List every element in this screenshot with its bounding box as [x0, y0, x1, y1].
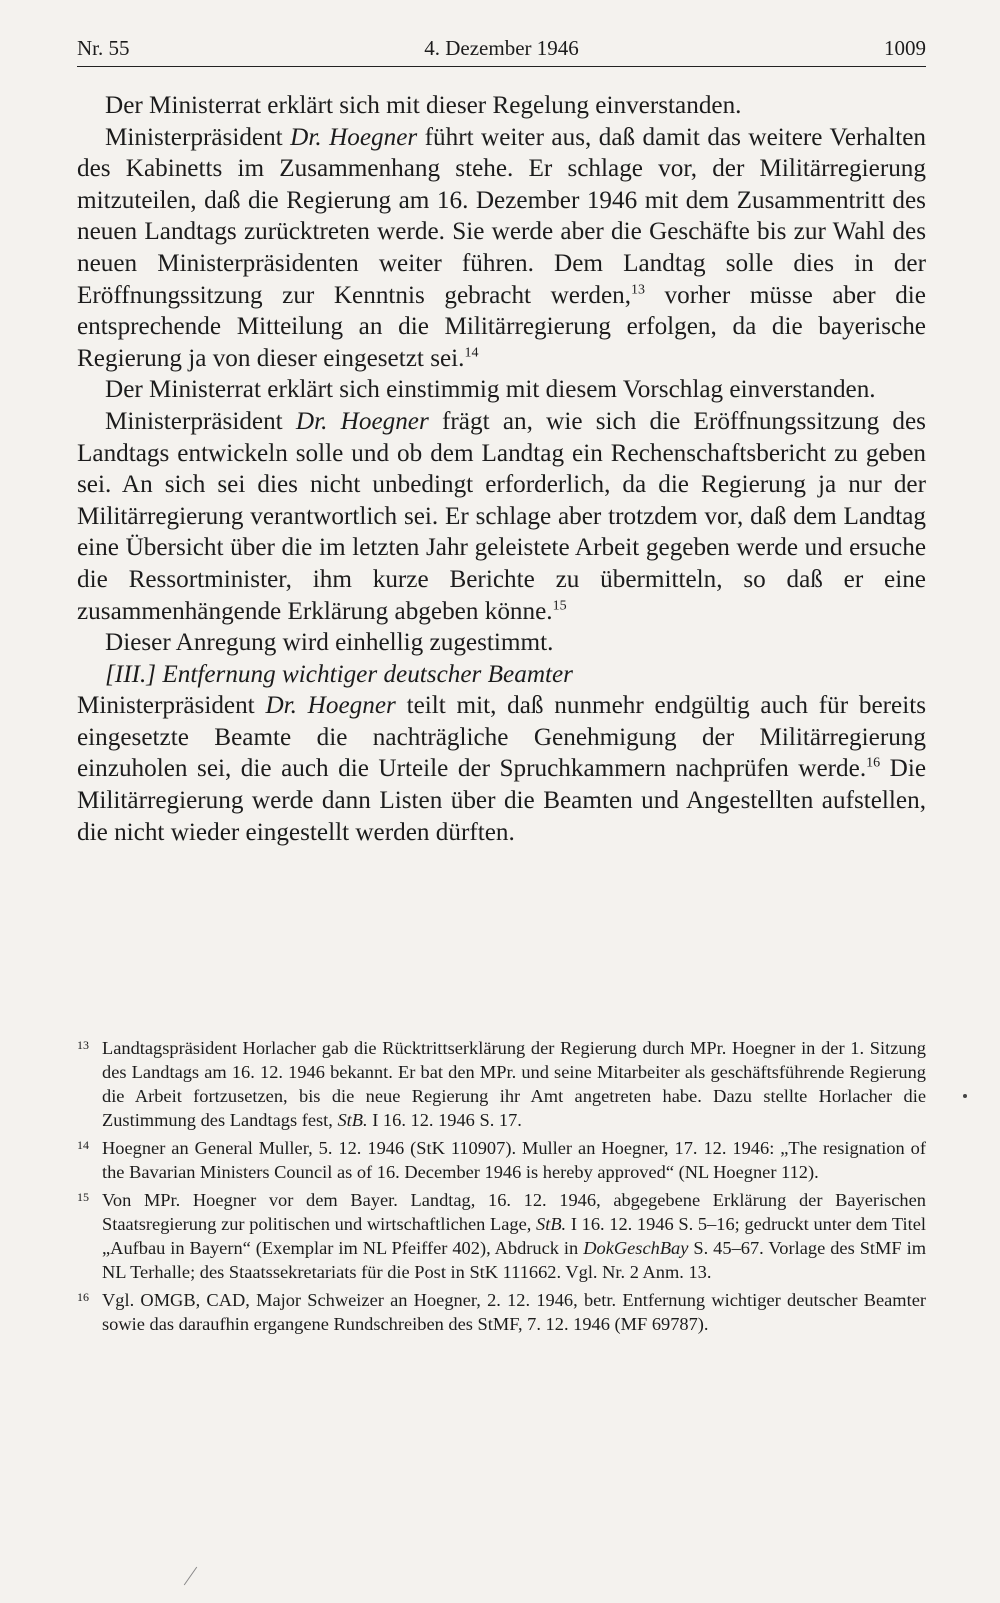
section-number: [III.] — [105, 660, 157, 688]
paragraph: Ministerpräsident Dr. Hoegner frägt an, wie sich die Eröffnungssitzung des Landtags entwickeln solle und ob dem Landtag ein Rechenschaftsbericht zu geben sei. An sich sei dies nicht unbedingt erforderlich, da die Regierung ja nur der Militärregierung verantwortlich sei. Er schlage aber trotzdem vor, daß dem Landtag eine Übersicht über die im letzten Jahr geleistete Arbeit gegeben werde und ersuche die Ressortminister, ihm kurze Berichte zu übermitteln, so daß er eine zusammenhängende Erklärung abgeben könne.$^{15}$ — [77, 407, 926, 625]
footnote: 15 Von MPr. Hoegner vor dem Bayer. Landtag, 16. 12. 1946, abgegebene Erklärung der Bayerischen Staatsregierung zur politischen und wirtschaftlichen Lage, StB. I 16. 12. 1946 S. 5–16; gedruckt unter dem Titel „Aufbau in Bayern“ (Exemplar im NL Pfeiffer 402), Abdruck in DokGeschBay S. 45–67. Vorlage des StMF im NL Terhalle; des Staatssekretariats für die Post in StK 111662. Vgl. Nr. 2 Anm. 13. — [77, 1188, 926, 1284]
header-rule — [77, 66, 926, 67]
footnote-ref: 13 — [631, 282, 646, 298]
paragraph: Ministerpräsident Dr. Hoegner führt weiter aus, daß damit das weitere Verhalten des Kabinetts im Zusammenhang stehe. Er schlage vor, der Militärregierung mitzuteilen, daß die Regierung am 16. Dezember 1946 mit dem Zusammentritt des neuen Landtags zurücktreten werde. Sie werde aber die Geschäfte bis zur Wahl des neuen Ministerpräsidenten weiter führen. Dem Landtag solle dies in der Eröffnungssitzung zur Kenntnis gebracht werden,$^{13}$ vorher müsse aber die entsprechende Mitteilung an die Militärregierung erfolgen, da die bayerische Regierung ja von dieser eingesetzt sei.$^{14}$ — [77, 123, 926, 372]
footnote-number: 15 — [77, 1190, 89, 1204]
person-name: Dr. Hoegner — [290, 123, 418, 151]
section-heading — [77, 659, 926, 691]
scan-mark — [184, 1567, 197, 1586]
footnote: 16 Vgl. OMGB, CAD, Major Schweizer an Hoegner, 2. 12. 1946, betr. Entfernung wichtiger deutscher Beamter sowie das daraufhin ergangene Rundschreiben des StMF, 7. 12. 1946 (MF 69787). — [77, 1288, 926, 1336]
running-header — [77, 33, 926, 63]
footnotes — [77, 1036, 926, 1340]
section-title: Entfernung wichtiger deutscher Beamter — [162, 660, 573, 688]
person-name: Dr. Hoegner — [265, 692, 396, 720]
footnote-number: 16 — [77, 1290, 89, 1304]
footnote-ref: 16 — [866, 756, 881, 772]
paragraph: Ministerpräsident Dr. Hoegner teilt mit, daß nunmehr endgültig auch für bereits eingesetzte Beamte die nachträgliche Genehmigung der Militärregierung einzuholen sei, die auch die Urteile der Spruchkammern nachprüfen werde.$^{16}$ Die Militärregierung werde dann Listen über die Beamten und Angestellten aufstellen, die nicht wieder eingestellt werden dürften. — [77, 692, 926, 846]
paragraph: Dieser Anregung wird einhellig zugestimmt. — [105, 629, 554, 657]
footnote: 14 Hoegner an General Muller, 5. 12. 1946 (StK 110907). Muller an Hoegner, 17. 12. 1946: „The resignation of the Bavarian Ministers Council as of 16. December 1946 is hereby approved“ (NL Hoegner 112). — [77, 1136, 926, 1184]
page-number: 1009 — [884, 36, 926, 60]
footnote-number: 14 — [77, 1138, 89, 1152]
paragraph: Der Ministerrat erklärt sich mit dieser Regelung einverstanden. — [105, 92, 742, 119]
footnote-number: 13 — [77, 1038, 89, 1052]
header-date: 4. Dezember 1946 — [424, 36, 579, 60]
main-text — [77, 90, 926, 848]
footnote: 13 Landtagspräsident Horlacher gab die Rücktrittserklärung der Regierung durch MPr. Hoegner in der 1. Sitzung des Landtags am 16. 12. 1946 bekannt. Er bat den MPr. und seine Mitarbeiter als geschäftsführende Regierung die Arbeit fortzusetzen, bis die neue Regierung ihr Amt angetreten habe. Dazu stellte Horlacher die Zustimmung des Landtags fest, StB. I 16. 12. 1946 S. 17. — [77, 1036, 926, 1132]
paragraph: Der Ministerrat erklärt sich einstimmig mit diesem Vorschlag einverstanden. — [105, 376, 876, 404]
margin-mark — [963, 1094, 967, 1098]
footnote-ref: 14 — [464, 345, 479, 361]
footnote-ref: 15 — [552, 598, 567, 614]
person-name: Dr. Hoegner — [295, 407, 429, 435]
issue-number: Nr. 55 — [77, 36, 130, 60]
